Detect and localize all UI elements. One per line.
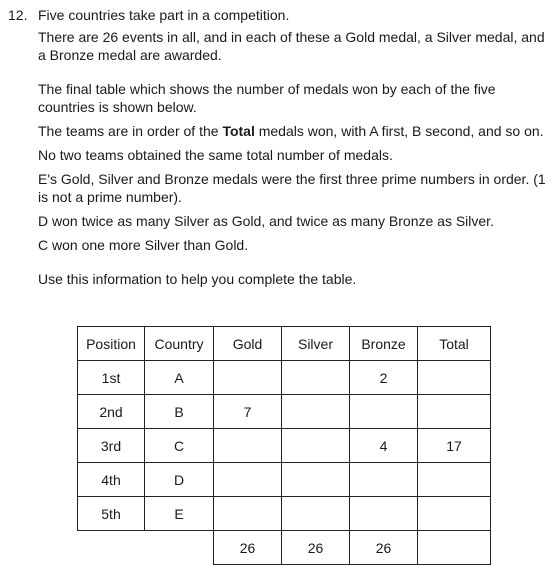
header-bronze: Bronze bbox=[350, 327, 418, 361]
clue-d-text: D won twice as many Silver as Gold, and twice as many Bronze as Silver. bbox=[38, 213, 494, 229]
medal-table bbox=[77, 326, 491, 565]
position-cell: 5th bbox=[78, 497, 145, 531]
table-intro-text: The final table which shows the number of medals won by each of the five countries is shown below. bbox=[38, 81, 496, 115]
silver-cell[interactable] bbox=[282, 429, 350, 463]
totals-row bbox=[78, 531, 491, 565]
total-cell[interactable] bbox=[418, 463, 491, 497]
intro-text: Five countries take part in a competition. bbox=[38, 7, 290, 23]
position-cell: 3rd bbox=[78, 429, 145, 463]
gold-total-cell: 26 bbox=[214, 531, 282, 565]
gold-cell[interactable] bbox=[214, 429, 282, 463]
bronze-cell[interactable] bbox=[350, 395, 418, 429]
table-row bbox=[78, 463, 491, 497]
unique-totals-text: No two teams obtained the same total number of medals. bbox=[38, 147, 393, 163]
table-row bbox=[78, 497, 491, 531]
question-text bbox=[38, 6, 546, 288]
gold-cell[interactable] bbox=[214, 497, 282, 531]
bronze-cell[interactable] bbox=[350, 497, 418, 531]
table-row bbox=[78, 429, 491, 463]
silver-total-cell: 26 bbox=[282, 531, 350, 565]
total-cell[interactable] bbox=[418, 395, 491, 429]
total-cell: 17 bbox=[418, 429, 491, 463]
bronze-cell[interactable] bbox=[350, 463, 418, 497]
country-cell: A bbox=[145, 361, 214, 395]
instruction-text: Use this information to help you complete the table. bbox=[38, 271, 357, 287]
clue-e-text: E's Gold, Silver and Bronze medals were the first three prime numbers in order. (1 is not a prime number). bbox=[38, 171, 546, 205]
totals-blank bbox=[78, 531, 145, 565]
position-cell: 2nd bbox=[78, 395, 145, 429]
clue-c-text: C won one more Silver than Gold. bbox=[38, 237, 249, 253]
totals-blank bbox=[145, 531, 214, 565]
header-total: Total bbox=[418, 327, 491, 361]
order-text-pre: The teams are in order of the bbox=[38, 123, 223, 139]
header-silver: Silver bbox=[282, 327, 350, 361]
question-number: 12. bbox=[8, 7, 28, 23]
order-text-post: medals won, with A first, B second, and so on. bbox=[254, 123, 544, 139]
header-gold: Gold bbox=[214, 327, 282, 361]
gold-cell[interactable] bbox=[214, 361, 282, 395]
country-cell: D bbox=[145, 463, 214, 497]
header-position: Position bbox=[78, 327, 145, 361]
table-row bbox=[78, 361, 491, 395]
country-cell: B bbox=[145, 395, 214, 429]
gold-cell: 7 bbox=[214, 395, 282, 429]
grand-total-cell[interactable] bbox=[418, 531, 491, 565]
silver-cell[interactable] bbox=[282, 361, 350, 395]
bronze-total-cell: 26 bbox=[350, 531, 418, 565]
table-header-row bbox=[78, 327, 491, 361]
order-text bbox=[38, 122, 546, 140]
order-text-bold: Total bbox=[222, 123, 255, 139]
silver-cell[interactable] bbox=[282, 463, 350, 497]
position-cell: 4th bbox=[78, 463, 145, 497]
country-cell: E bbox=[145, 497, 214, 531]
header-country: Country bbox=[145, 327, 214, 361]
position-cell: 1st bbox=[78, 361, 145, 395]
silver-cell[interactable] bbox=[282, 395, 350, 429]
silver-cell[interactable] bbox=[282, 497, 350, 531]
bronze-cell: 2 bbox=[350, 361, 418, 395]
gold-cell[interactable] bbox=[214, 463, 282, 497]
total-cell[interactable] bbox=[418, 497, 491, 531]
country-cell: C bbox=[145, 429, 214, 463]
table-row bbox=[78, 395, 491, 429]
total-cell[interactable] bbox=[418, 361, 491, 395]
events-text: There are 26 events in all, and in each of these a Gold medal, a Silver medal, and a Bronze medal are awarded. bbox=[38, 29, 545, 63]
bronze-cell: 4 bbox=[350, 429, 418, 463]
